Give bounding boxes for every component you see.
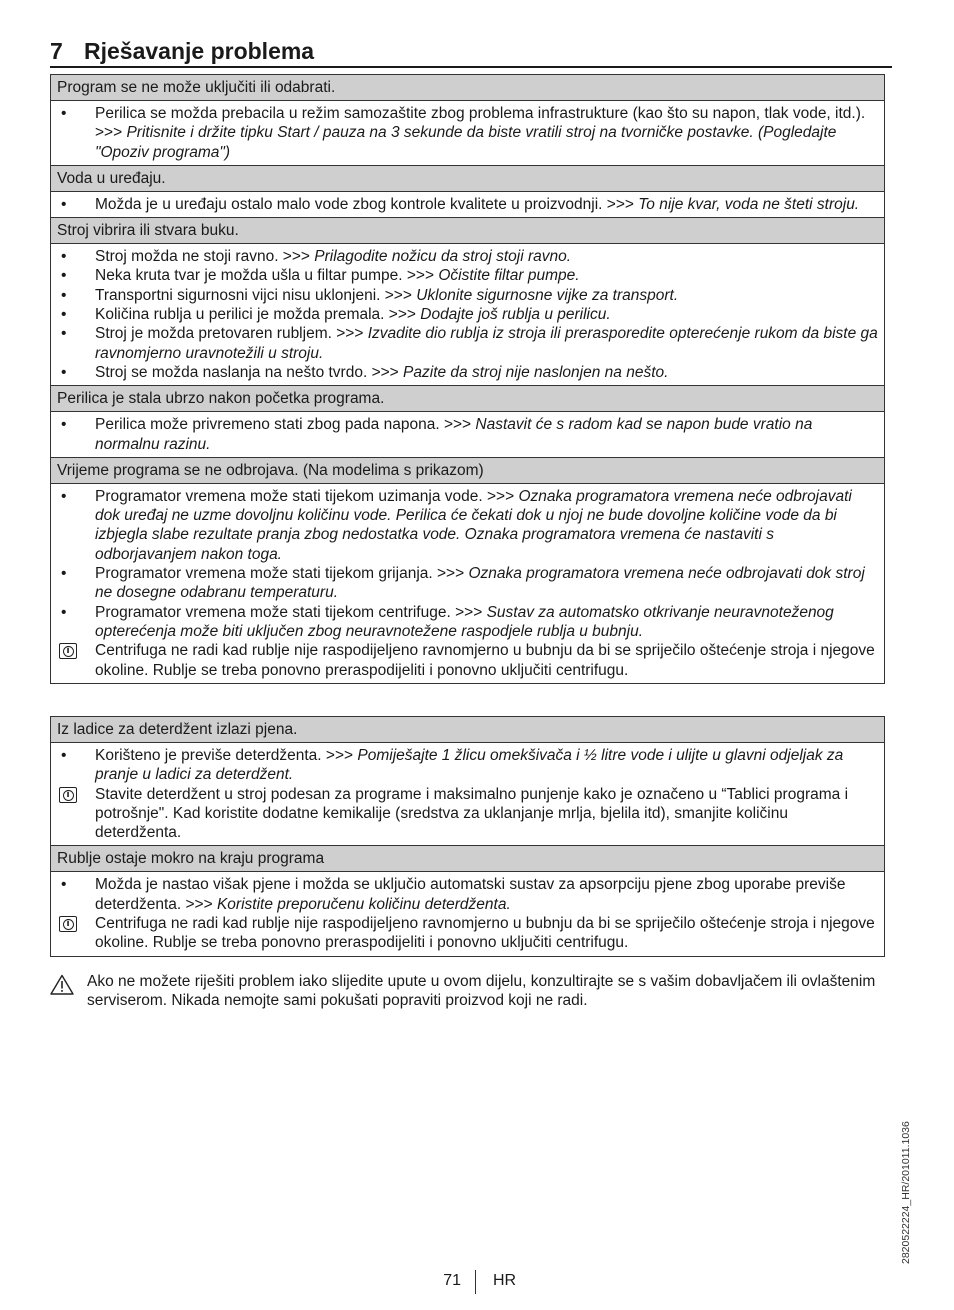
info-note-icon [59, 643, 77, 659]
problem-section [50, 386, 885, 458]
cause-text: Centrifuga ne radi kad rublje nije raspodijeljeno ravnomjerno u bubnju da bi se spriječilo oštećenje stroja i njegove okoline. Rublje se treba ponovno preraspodijeliti i ponovno uključiti centrifugu. [95, 642, 875, 679]
remedy-text: Nastavit će s radom kad se napon bude vratio na normalnu razinu. [95, 416, 813, 453]
bullet-marker: • [61, 487, 67, 505]
remedy-text: To nije kvar, voda ne šteti stroju. [638, 195, 860, 213]
remedy-text: Oznaka programatora vremena neće odbrojavati dok stroj ne dosegne odabranu temperaturu. [95, 565, 865, 602]
info-note-icon [59, 787, 77, 803]
cause-text: Stavite deterdžent u stroj podesan za programe i maksimalno punjenje kako je označeno u “Tablici programa i potrošnje". Kad koristite dodatne kemikalije (sredstva za uklanjanje mrlja, bjelila itd), smanjite količinu deterdženta. [95, 785, 849, 842]
list-item [57, 286, 878, 305]
solution-list [51, 192, 884, 217]
solution-list [51, 244, 884, 385]
remedy-text: Uklonite sigurnosne vijke za transport. [416, 286, 679, 304]
info-note [57, 641, 878, 680]
cause-text: Stroj se možda naslanja na nešto tvrdo. >>> [95, 363, 404, 381]
cause-text: Programator vremena može stati tijekom grijanja. >>> [95, 565, 469, 583]
page-number: 71 [443, 1272, 461, 1289]
solution-list [51, 412, 884, 457]
bullet-marker: • [61, 747, 67, 764]
bullet-marker: • [61, 603, 67, 621]
chapter-number: 7 [50, 38, 63, 64]
language-code: HR [493, 1272, 517, 1289]
remedy-text: Dodajte još rublja u perilicu. [420, 306, 611, 324]
problem-section [50, 846, 885, 956]
cause-text: Perilica može privremeno stati zbog pada napona. >>> [95, 416, 476, 434]
problem-section [50, 218, 885, 386]
page-title [50, 36, 892, 68]
remedy-text: Izvadite dio rublja iz stroja ili prerasporedite opterećenje rukom da biste ga ravnomjerno uravnotežili u stroju. [95, 325, 878, 362]
cause-text: Programator vremena može stati tijekom uzimanja vode. >>> [95, 487, 519, 505]
troubleshooting-table-1 [50, 74, 885, 684]
problem-heading: Voda u uređaju. [51, 166, 884, 192]
remedy-text: Oznaka programatora vremena neće odbrojavati dok uređaj ne uzme dovoljnu količinu vode. Perilica će čekati dok u njoj ne bude dovoljne količine vode da bi izbjegla slabe rezultate pranja zbog nedostatka vode. Oznaka programatora vremena će nastaviti s odborjavanjem nakon toga. [95, 487, 852, 563]
list-item [57, 247, 878, 266]
troubleshooting-table-2 [50, 716, 885, 957]
solution-list [51, 872, 884, 955]
cause-text: Centrifuga ne radi kad rublje nije raspodijeljeno ravnomjerno u bubnju da bi se spriječilo oštećenje stroja i njegove okoline. Rublje se treba ponovno preraspodijeliti i ponovno uključiti centrifugu. [95, 915, 875, 952]
warning-note [50, 972, 885, 1011]
list-item [57, 415, 878, 454]
warning-text: Ako ne možete riješiti problem iako slijedite upute u ovom dijelu, konzultirajte se s vašim dobavljačem ili ovlaštenim serviserom. Nikada nemojte sami pokušati popraviti proizvod koji ne radi. [87, 973, 876, 1010]
list-item [57, 487, 878, 564]
cause-text: Količina rublja u perilici je možda premala. >>> [95, 306, 421, 324]
info-note [57, 785, 878, 843]
list-item [57, 603, 878, 642]
bullet-marker: • [61, 876, 67, 894]
bullet-marker: • [61, 248, 67, 266]
chapter-title: Rješavanje problema [84, 38, 315, 64]
problem-section [50, 458, 885, 684]
list-item [57, 746, 878, 785]
solution-list [51, 743, 884, 845]
document-code: 2820522224_HR/201011.1036 [900, 1121, 912, 1264]
list-item [57, 564, 878, 603]
info-note-icon [59, 916, 77, 932]
cause-text: Perilica se možda prebacila u režim samozaštite zbog problema infrastrukture (kao što su napon, tlak vode, itd.). >>> [95, 105, 866, 142]
cause-text: Programator vremena može stati tijekom centrifuge. >>> [95, 603, 487, 621]
bullet-marker: • [61, 325, 67, 343]
cause-text: Možda je nastao višak pjene i možda se uključio automatski sustav za apsorpciju pjene zbog uporabe previše deterdženta. >>> [95, 876, 846, 913]
cause-text: Stroj je možda pretovaren rubljem. >>> [95, 325, 368, 343]
cause-text: Možda je u uređaju ostalo malo vode zbog kontrole kvalitete u proizvodnji. >>> [95, 195, 639, 213]
list-item [57, 324, 878, 363]
bullet-marker: • [61, 286, 67, 304]
remedy-text: Prilagodite nožicu da stroj stoji ravno. [314, 248, 572, 266]
remedy-text: Koristite preporučenu količinu deterdženta. [216, 895, 511, 913]
bullet-marker: • [61, 306, 67, 324]
remedy-text: Očistite filtar pumpe. [438, 267, 580, 285]
problem-heading: Iz ladice za deterdžent izlazi pjena. [51, 717, 884, 743]
footer-divider [475, 1270, 476, 1294]
bullet-marker: • [61, 195, 67, 213]
problem-section [50, 716, 885, 846]
list-item [57, 363, 878, 382]
cause-text: Transportni sigurnosni vijci nisu uklonjeni. >>> [95, 286, 417, 304]
info-note [57, 914, 878, 953]
bullet-marker: • [61, 416, 67, 434]
bullet-marker: • [61, 363, 67, 381]
remedy-text: Sustav za automatsko otkrivanje neuravnoteženog opterećenja može biti uključen zbog neuravnotežene raspodjele rublja u bubnju. [95, 603, 834, 640]
list-item [57, 104, 878, 162]
remedy-text: Pomiješajte 1 žlicu omekšivača i ½ litre vode i ulijte u glavni odjeljak za pranje u ladici za deterdžent. [95, 747, 844, 784]
cause-text: Korišteno je previše deterdženta. >>> [95, 747, 358, 764]
remedy-text: Pritisnite i držite tipku Start / pauza na 3 sekunde da biste vratili stroj na tvorničke postavke. (Pogledajte "Opoziv programa") [95, 124, 837, 161]
problem-heading: Program se ne može uključiti ili odabrati. [51, 75, 884, 101]
problem-section [50, 74, 885, 166]
cause-text: Neka kruta tvar je možda ušla u filtar pumpe. >>> [95, 267, 439, 285]
cause-text: Stroj možda ne stoji ravno. >>> [95, 248, 315, 266]
problem-section [50, 166, 885, 218]
bullet-marker: • [61, 565, 67, 583]
list-item [57, 305, 878, 324]
problem-heading: Vrijeme programa se ne odbrojava. (Na modelima s prikazom) [51, 458, 884, 484]
list-item [57, 875, 878, 914]
warning-triangle-icon [50, 974, 74, 995]
page-footer [400, 1270, 550, 1294]
bullet-marker: • [61, 267, 67, 285]
remedy-text: Pazite da stroj nije naslonjen na nešto. [403, 363, 669, 381]
list-item [57, 195, 878, 214]
bullet-marker: • [61, 105, 67, 122]
solution-list [51, 484, 884, 683]
problem-heading: Stroj vibrira ili stvara buku. [51, 218, 884, 244]
problem-heading: Perilica je stala ubrzo nakon početka programa. [51, 386, 884, 412]
solution-list [51, 101, 884, 165]
list-item [57, 266, 878, 285]
problem-heading: Rublje ostaje mokro na kraju programa [51, 846, 884, 872]
